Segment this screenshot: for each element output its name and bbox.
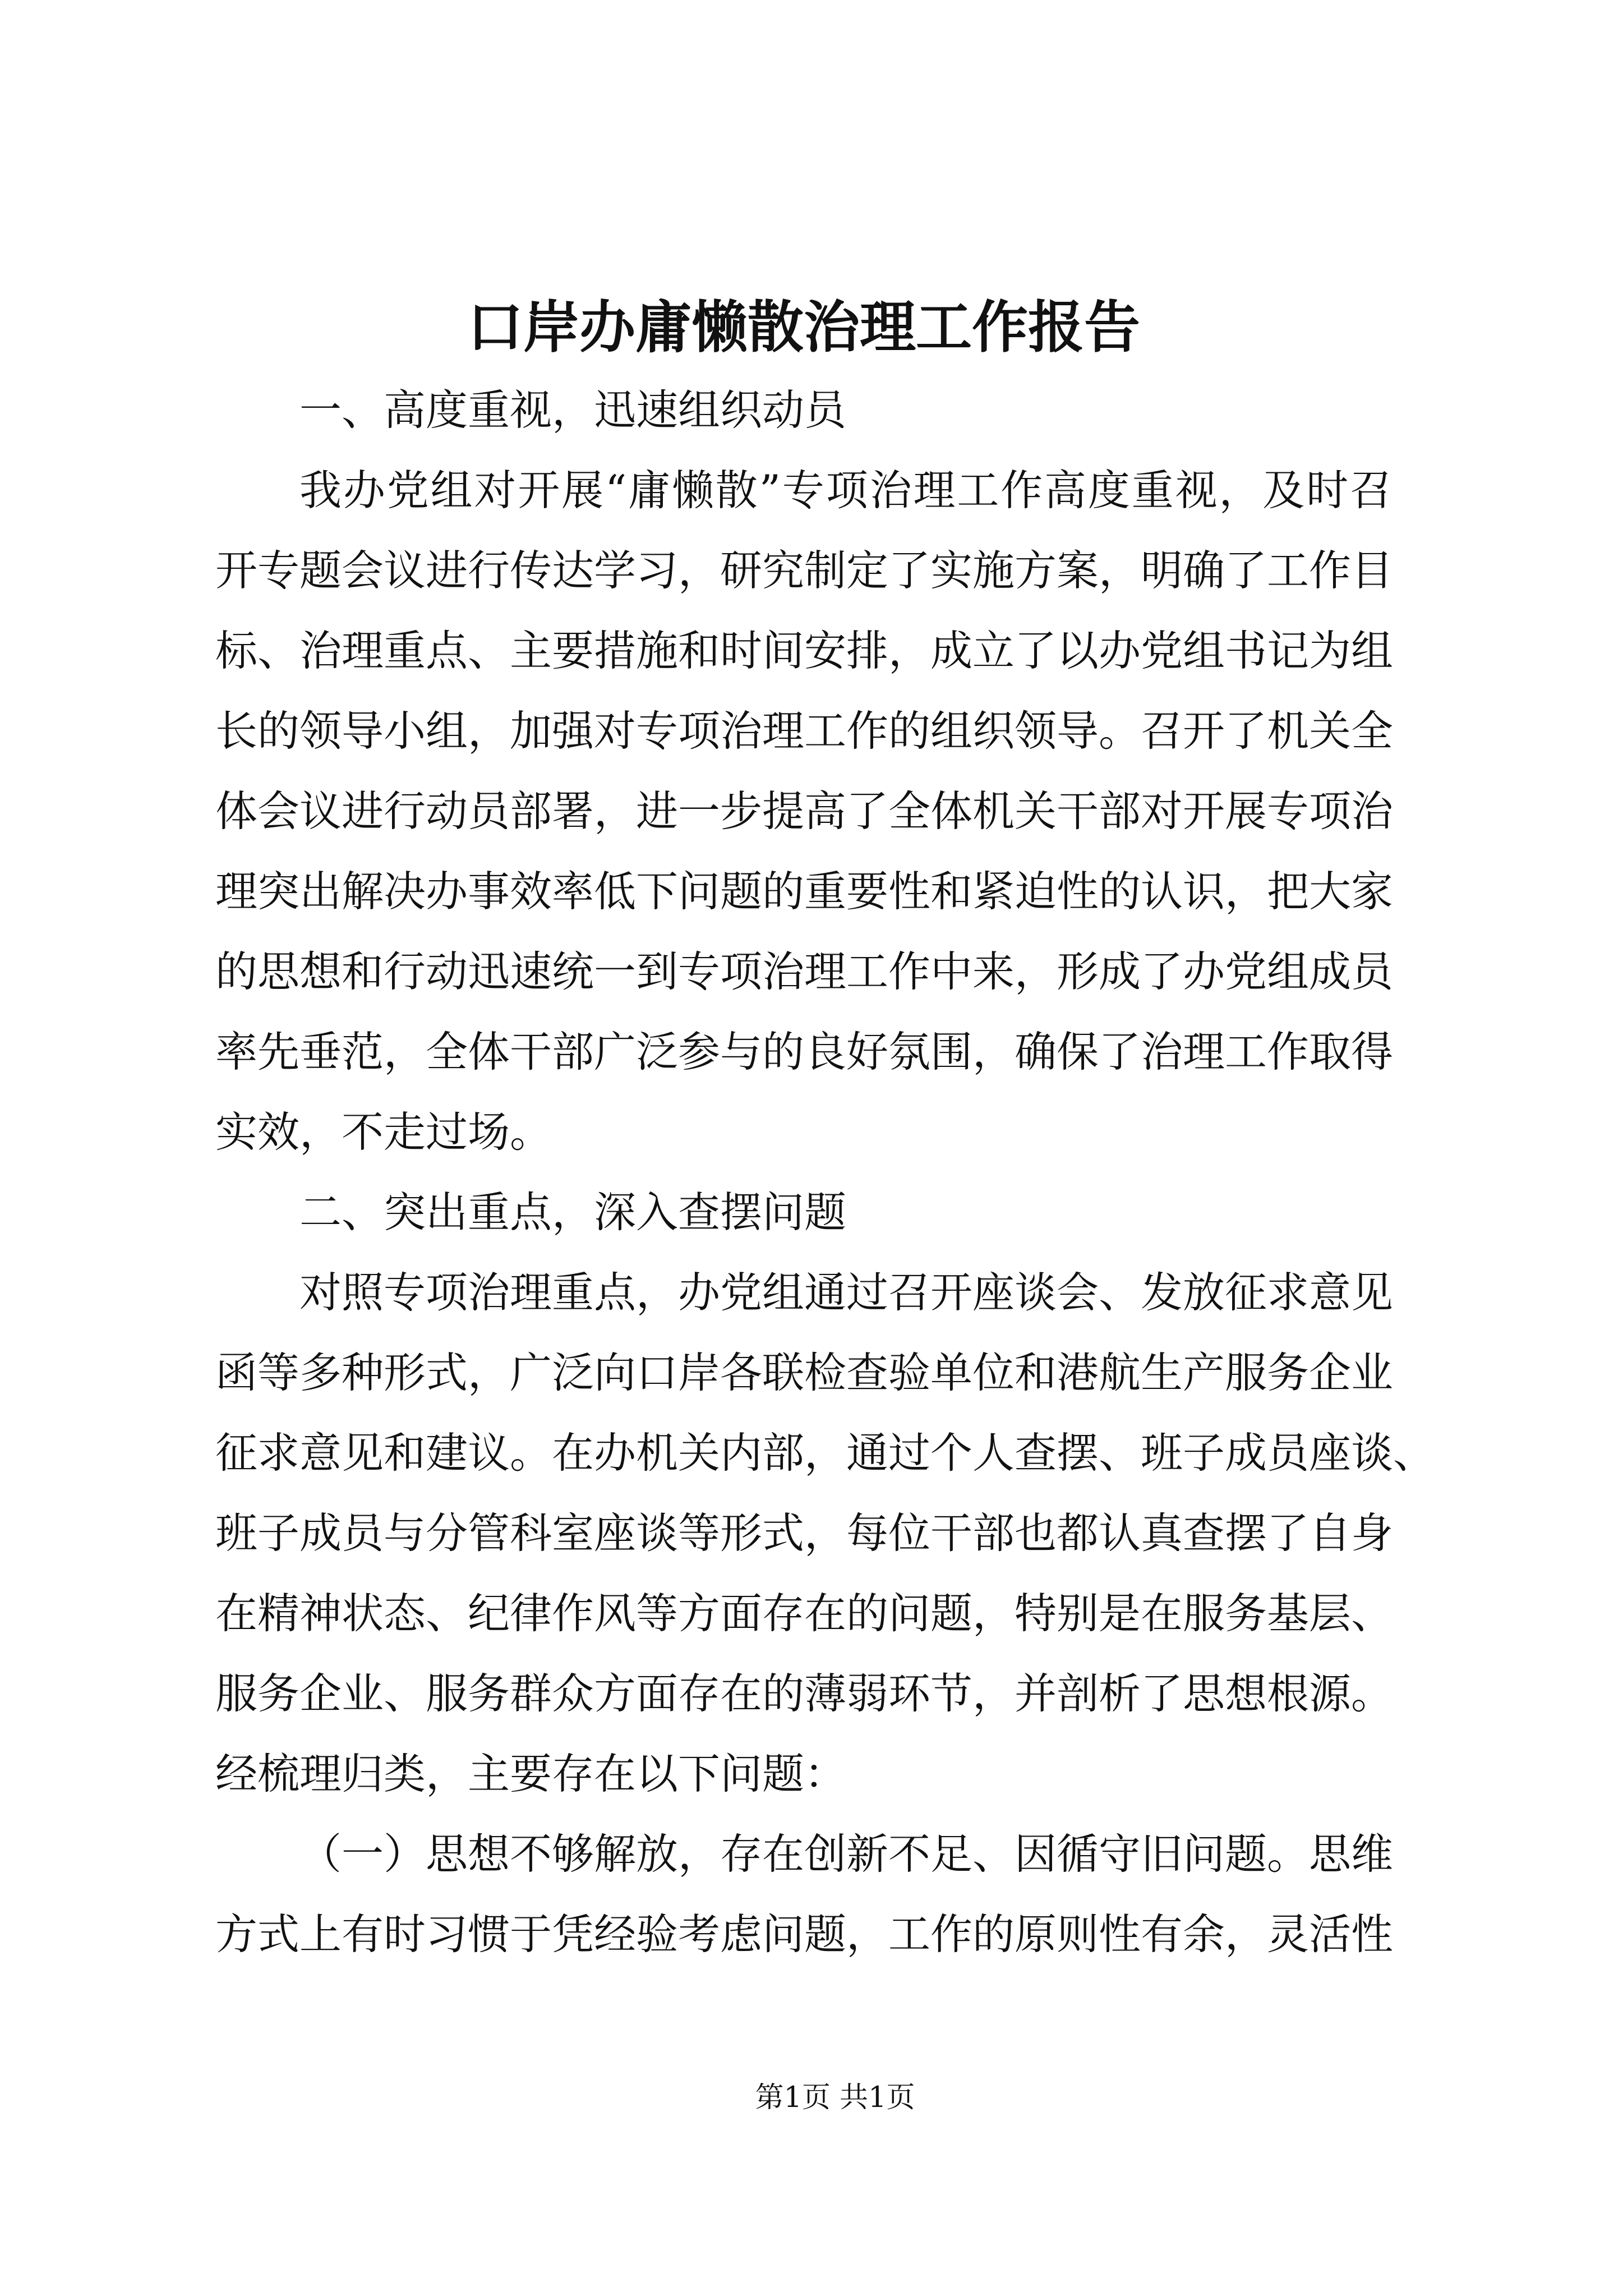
body-paragraph bbox=[215, 1814, 1392, 1975]
paragraph-line: 理突出解决办事效率低下问题的重要性和紧迫性的认识，把大家 bbox=[215, 867, 1394, 916]
page-number-footer: 第1页 共1页 bbox=[755, 2081, 915, 2114]
paragraph-line: 对照专项治理重点，办党组通过召开座谈会、发放征求意见 bbox=[299, 1268, 1394, 1317]
paragraph-line: 经梳理归类，主要存在以下问题： bbox=[215, 1749, 847, 1798]
paragraph-line: 开专题会议进行传达学习，研究制定了实施方案，明确了工作目 bbox=[215, 546, 1394, 595]
paragraph-line: 函等多种形式，广泛向口岸各联检查验单位和港航生产服务企业 bbox=[215, 1348, 1394, 1397]
paragraph-line: 在精神状态、纪律作风等方面存在的问题，特别是在服务基层、 bbox=[215, 1589, 1394, 1638]
paragraph-line: 实效，不走过场。 bbox=[215, 1107, 552, 1157]
paragraph-line: 我办党组对开展“庸懒散”专项治理工作高度重视，及时召 bbox=[299, 466, 1392, 515]
paragraph-line: 服务企业、服务群众方面存在的薄弱环节，并剖析了思想根源。 bbox=[215, 1669, 1394, 1718]
paragraph-line: 标、治理重点、主要措施和时间安排，成立了以办党组书记为组 bbox=[215, 626, 1394, 675]
heading-line: 一、高度重视，迅速组织动员 bbox=[299, 385, 847, 435]
section-heading bbox=[215, 1172, 1392, 1253]
paragraph-line: 长的领导小组，加强对专项治理工作的组织领导。召开了机关全 bbox=[215, 706, 1394, 756]
document-body bbox=[215, 370, 1436, 1975]
paragraph-line: 班子成员与分管科室座谈等形式，每位干部也都认真查摆了自身 bbox=[215, 1508, 1394, 1558]
paragraph-line: （一）思想不够解放，存在创新不足、因循守旧问题。思维 bbox=[299, 1829, 1394, 1879]
document-title: 口岸办庸懒散治理工作报告 bbox=[467, 294, 1140, 360]
section-heading bbox=[215, 370, 1392, 450]
paragraph-line: 征求意见和建议。在办机关内部，通过个人查摆、班子成员座谈、 bbox=[215, 1428, 1436, 1478]
body-paragraph bbox=[215, 1253, 1436, 1814]
paragraph-line: 率先垂范，全体干部广泛参与的良好氛围，确保了治理工作取得 bbox=[215, 1027, 1394, 1076]
body-paragraph bbox=[215, 450, 1392, 1172]
heading-line: 二、突出重点，深入查摆问题 bbox=[299, 1188, 847, 1237]
paragraph-line: 体会议进行动员部署，进一步提高了全体机关干部对开展专项治 bbox=[215, 786, 1394, 836]
paragraph-line: 方式上有时习惯于凭经验考虑问题，工作的原则性有余，灵活性 bbox=[215, 1910, 1394, 1959]
paragraph-line: 的思想和行动迅速统一到专项治理工作中来，形成了办党组成员 bbox=[215, 947, 1394, 996]
